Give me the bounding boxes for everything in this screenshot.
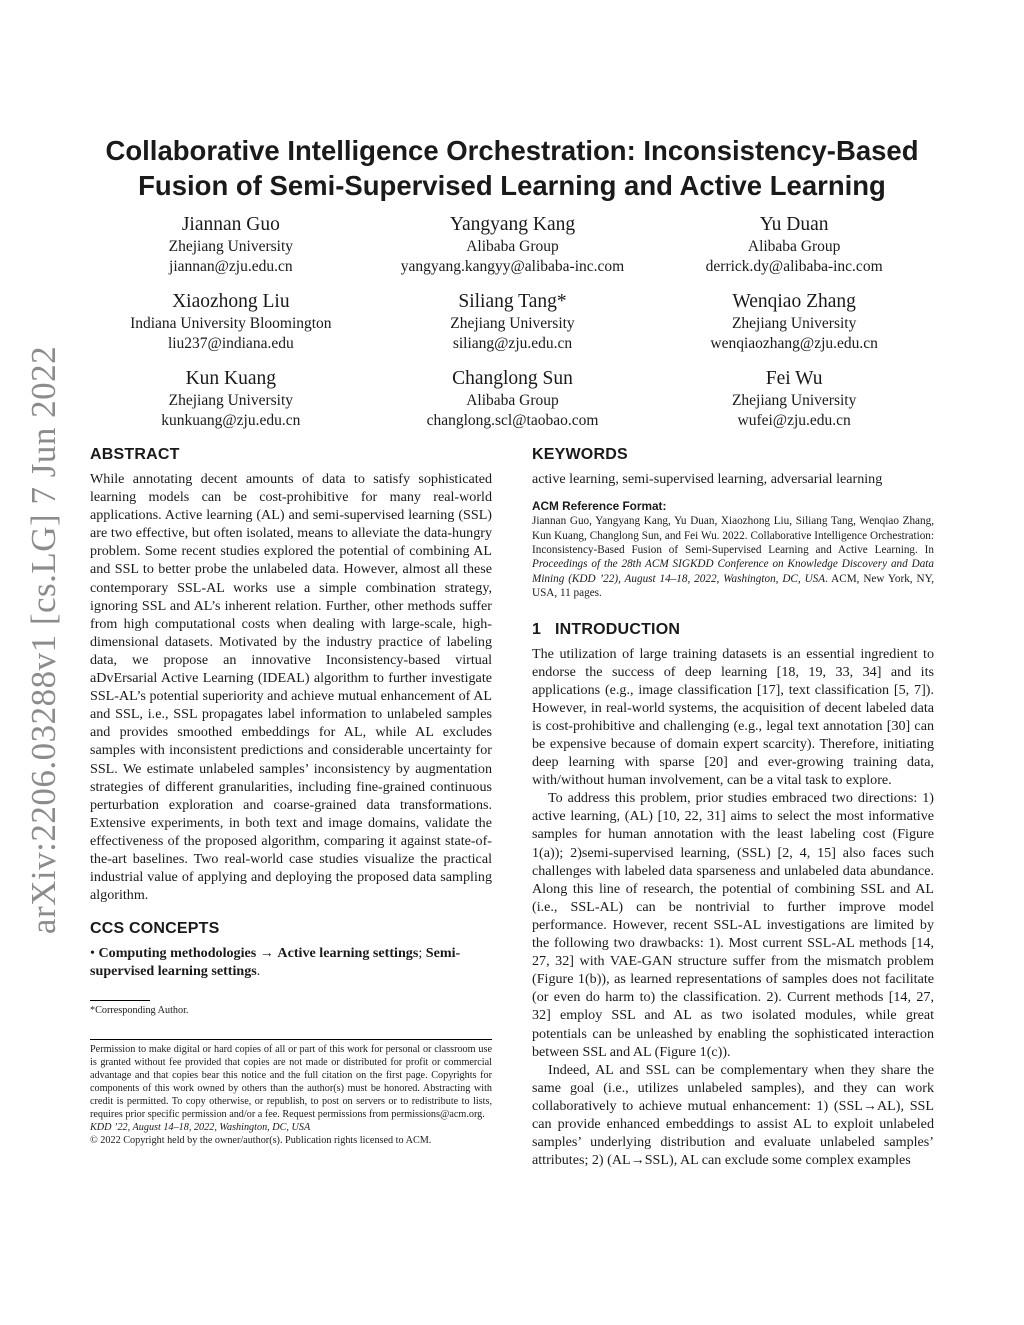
author-email: changlong.scl@taobao.com [426, 412, 599, 429]
author-entry [372, 289, 654, 354]
author-entry [372, 212, 654, 277]
ccs-item-2: Active learning settings [277, 945, 419, 962]
title-line-1: Collaborative Intelligence Orchestration: Inconsistency-Based [105, 135, 919, 166]
author-affiliation: Alibaba Group [466, 392, 559, 409]
acm-reference-text [532, 514, 934, 600]
author-name: Wenqiao Zhang [732, 291, 856, 312]
permission-notice: Permission to make digital or hard copies of all or part of this work for personal or classroom use is granted without fee provided that copies are not made or distributed for profit or commercial advantage and that copies bear this notice and the full citation on the first page. Copyrights for components of this work owned by others than the author(s) must be honored. Abstracting with credit is permitted. To copy otherwise, or republish, to post on servers or to redistribute to lists, requires prior specific permission and/or a fee. Request permissions from permissions@acm.org. [90, 1044, 492, 1121]
author-affiliation: Zhejiang University [450, 315, 575, 332]
author-name: Kun Kuang [185, 368, 277, 389]
keywords-heading: KEYWORDS [532, 446, 628, 463]
author-affiliation: Alibaba Group [466, 238, 559, 255]
author-name: Changlong Sun [452, 368, 573, 389]
author-affiliation: Zhejiang University [731, 392, 857, 409]
author-email: jiannan@zju.edu.cn [169, 258, 293, 275]
author-entry [90, 366, 372, 431]
keywords-text: active learning, semi-supervised learning, adversarial learning [532, 471, 883, 487]
author-entry [90, 289, 372, 354]
author-name: Xiaozhong Liu [172, 291, 290, 312]
abstract-heading: ABSTRACT [90, 446, 180, 463]
author-name: Siliang Tang* [458, 291, 567, 312]
author-name: Jiannan Guo [181, 214, 280, 235]
author-email: siliang@zju.edu.cn [452, 335, 573, 352]
ccs-separator: ; [418, 945, 426, 962]
title-line-2: Fusion of Semi-Supervised Learning and Active Learning [138, 170, 886, 201]
ccs-bullet: • [90, 945, 99, 962]
author-entry [372, 366, 654, 431]
permission-rule [90, 1039, 492, 1040]
author-entry [653, 289, 935, 354]
left-column [90, 444, 492, 1147]
ccs-item-1: Computing methodologies [98, 945, 257, 962]
author-email: wenqiaozhang@zju.edu.cn [710, 335, 878, 352]
author-name: Fei Wu [765, 368, 823, 389]
acm-reference-heading: ACM Reference Format: [532, 499, 667, 514]
author-affiliation: Alibaba Group [747, 238, 841, 255]
acm-reference-body: Jiannan Guo, Yangyang Kang, Yu Duan, Xiaozhong Liu, Siliang Tang, Wenqiao Zhang, Kun Kuang, Changlong Sun, and Fei Wu. 2022. Collaborative Intelligence Orchestration: Inconsistency-Based Fusion of Semi-Supervised Learning and Active Learning. In [532, 515, 934, 556]
acm-reference-venue: Proceedings of the 28th ACM SIGKDD Conference on Knowledge Discovery and Data Mining (KDD ’22), August 14–18, 2022, Washington, DC, USA [532, 558, 934, 585]
author-affiliation: Zhejiang University [168, 392, 294, 409]
author-email: liu237@indiana.edu [167, 335, 294, 352]
corresponding-footnote: *Corresponding Author. [90, 1005, 189, 1017]
author-block [90, 212, 935, 431]
author-affiliation: Zhejiang University [168, 238, 294, 255]
author-email: derrick.dy@alibaba-inc.com [705, 258, 883, 275]
footnote-rule [90, 1000, 150, 1001]
author-name: Yangyang Kang [449, 214, 576, 235]
ccs-end: . [256, 963, 261, 980]
author-entry [653, 366, 935, 431]
acm-reference-tail: . ACM, New York, NY, USA, 11 pages. [532, 572, 934, 600]
author-affiliation: Indiana University Bloomington [130, 315, 332, 332]
introduction-heading: 1 INTRODUCTION [532, 620, 681, 638]
ccs-arrow: → [256, 945, 278, 962]
copyright-line: © 2022 Copyright held by the owner/author(s). Publication rights licensed to ACM. [90, 1135, 432, 1147]
right-column [532, 444, 934, 1169]
ccs-item-3: Semi-supervised learning settings [90, 945, 461, 980]
author-email: wufei@zju.edu.cn [737, 412, 851, 429]
ccs-concepts [90, 944, 492, 980]
author-email: kunkuang@zju.edu.cn [161, 412, 301, 429]
intro-paragraph-3: Indeed, AL and SSL can be complementary when they share the same goal (i.e., utilizes unlabeled samples), and they can work collaboratively to achieve mutual enhancement: 1) (SSL→AL), SSL can provide enhanced embeddings to assist AL to exploit unlabeled samples’ underlying distribution and evaluate unlabeled samples’ attributes; 2) (AL→SSL), AL can exclude some complex examples [532, 1061, 934, 1169]
arxiv-stamp [0, 0, 84, 1325]
author-email: yangyang.kangyy@alibaba-inc.com [400, 258, 625, 275]
paper-title [80, 133, 944, 203]
intro-paragraph-2: To address this problem, prior studies embraced two directions: 1) active learning, (AL) [10, 22, 31] aims to select the most informative samples for human annotation with the least labeling cost (Figure 1(a)); 2)semi-supervised learning, (SSL) [2, 4, 15] also faces such challenges with labeled data sparseness and unlabeled data abundance. Along this line of research, the potential of combining SSL and AL (i.e., SSL-AL) can be nontrivial to further improve model performance. However, recent SSL-AL investigations are limited by the following two drawbacks: 1). Most current SSL-AL methods [14, 27, 32] with VAE-GAN structure suffer from the mismatch problem (Figure 1(b)), as learned representations of samples does not facilitate (or even do harm to) the classification. 2). Current methods [14, 27, 32] employ SSL and AL as two isolated modules, while great potentials can be unleashed by enabling the sophisticated interaction between SSL and AL (Figure 1(c)). [532, 790, 934, 1060]
arxiv-stamp-text: arXiv:2206.03288v1 [cs.LG] 7 Jun 2022 [24, 345, 63, 935]
ccs-heading: CCS CONCEPTS [90, 920, 220, 938]
author-name: Yu Duan [759, 214, 829, 235]
author-affiliation: Zhejiang University [731, 315, 857, 332]
author-entry [653, 212, 935, 277]
author-entry [90, 212, 372, 277]
abstract-text: While annotating decent amounts of data to satisfy sophisticated learning models can be cost-prohibitive for many real-world applications. Active learning (AL) and semi-supervised learning (SSL) are two effective, but often isolated, means to alleviate the data-hungry problem. Some recent studies explored the potential of combining AL and SSL to better probe the unlabeled data. However, almost all these contemporary SSL-AL works use a simple combination strategy, ignoring SSL and AL’s inherent relation. Further, other methods suffer from high computational costs when dealing with large-scale, high-dimensional datasets. Motivated by the industry practice of labeling data, we propose an innovative Inconsistency-based virtual aDvErsarial Active Learning (IDEAL) algorithm to further investigate SSL-AL’s potential superiority and achieve mutual enhancement of AL and SSL, i.e., SSL propagates label information to unlabeled samples and provides smoothed embeddings for AL, while AL excludes samples with inconsistent predictions and considerable uncertainty for SSL. We estimate unlabeled samples’ inconsistency by augmentation strategies of different granularities, including fine-grained continuous perturbation exploration and coarse-grained data transformations. Extensive experiments, in both text and image domains, validate the effectiveness of the proposed algorithm, comparing it against state-of-the-art baselines. Two real-world case studies visualize the practical industrial value of applying and deploying the proposed data sampling algorithm. [90, 471, 492, 904]
conference-line: KDD ’22, August 14–18, 2022, Washington, DC, USA [90, 1122, 311, 1134]
intro-paragraph-1: The utilization of large training datasets is an essential ingredient to endorse the success of deep learning [18, 19, 33, 34] and its applications (e.g., image classification [17], text classification [5, 7]). However, in real-world systems, the acquisition of decent labeled data is cost-prohibitive and challenging (e.g., legal text annotation [30] can be expensive because of domain expert scarcity). Therefore, initiating deep learning with sparse [20] and ever-growing training data, with/without human involvement, can be a vital task to explore. [532, 645, 934, 789]
